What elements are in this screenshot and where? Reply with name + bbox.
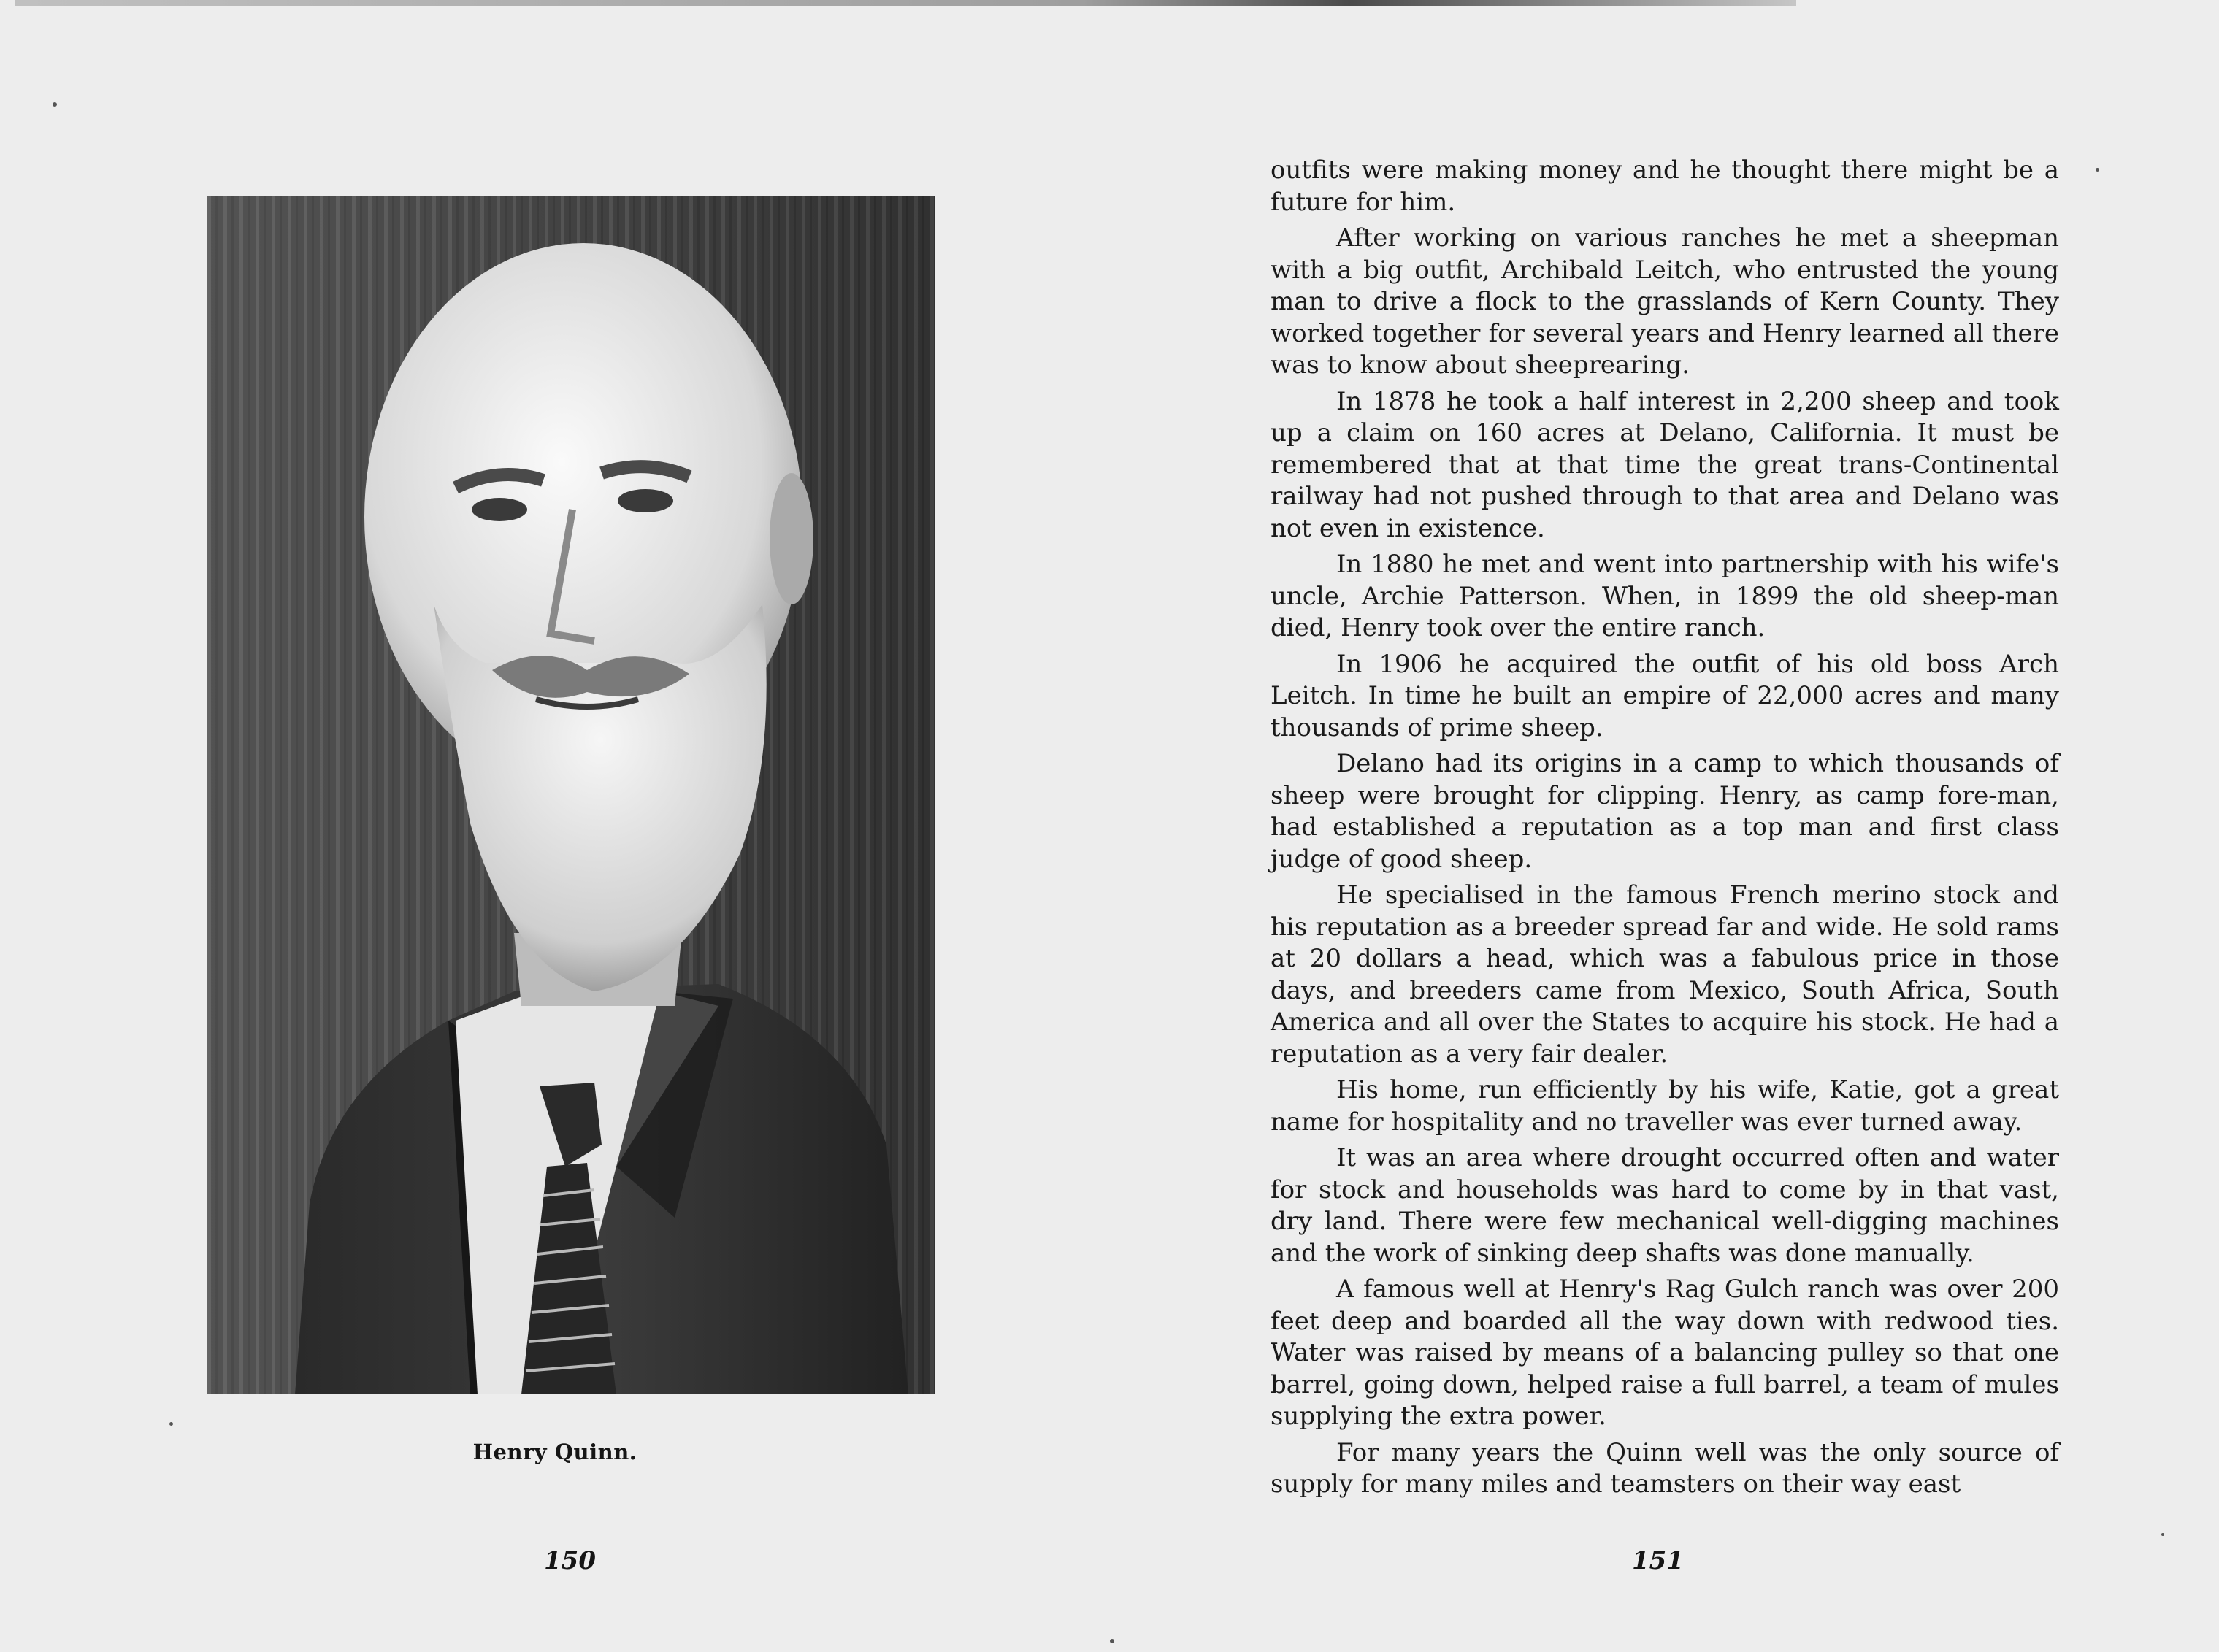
portrait-illustration — [207, 196, 935, 1394]
body-text — [1271, 155, 2059, 1505]
paragraph: For many years the Quinn well was the only source of supply for many miles and teamsters on their way east — [1271, 1437, 2059, 1499]
portrait-photo — [207, 196, 935, 1394]
paragraph: He specialised in the famous French merino stock and his reputation as a breeder spread far and wide. He sold rams at 20 dollars a head, which was a fabulous price in those days, and breeders came from Mexico, South Africa, South America and all over the States to acquire his stock. He had a reputation as a very fair dealer. — [1271, 880, 2059, 1069]
page-number-right: 151 — [1632, 1546, 1684, 1575]
paragraph: In 1906 he acquired the outfit of his old boss Arch Leitch. In time he built an empire of 22,000 acres and many thousands of prime sheep. — [1271, 649, 2059, 742]
paragraph: outfits were making money and he thought there might be a future for him. — [1271, 155, 2059, 217]
paragraph: A famous well at Henry's Rag Gulch ranch was over 200 feet deep and boarded all the way down with redwood ties. Water was raised by means of a balancing pulley so that one barrel, going down, helped raise a full barrel, a team of mules supplying the extra power. — [1271, 1275, 2059, 1431]
paragraph: Delano had its origins in a camp to which thousands of sheep were brought for clipping. Henry, as camp fore-man, had established a reputation as a top man and first class judge of good sheep. — [1271, 749, 2059, 874]
paragraph: His home, run efficiently by his wife, Katie, got a great name for hospitality and no traveller was ever turned away. — [1271, 1075, 2059, 1137]
page-number-left: 150 — [544, 1546, 596, 1575]
scan-top-edge — [15, 0, 1796, 6]
paragraph: In 1880 he met and went into partnership with his wife's uncle, Archie Patterson. When, in 1899 the old sheep-man died, Henry took over the entire ranch. — [1271, 550, 2059, 642]
paragraph: In 1878 he took a half interest in 2,200 sheep and took up a claim on 160 acres at Delano, California. It must be remembered that at that time the great trans-Continental railway had not pushed through to that area and Delano was not even in existence. — [1271, 386, 2059, 543]
photo-caption: Henry Quinn. — [472, 1440, 637, 1464]
paragraph: After working on various ranches he met a sheepman with a big outfit, Archibald Leitch, who entrusted the young man to drive a flock to the grasslands of Kern County. They worked together for several years and Henry learned all there was to know about sheeprearing. — [1271, 223, 2059, 380]
paragraph: It was an area where drought occurred often and water for stock and households was hard to come by in that vast, dry land. There were few mechanical well-digging machines and the work of sinking deep shafts was done manually. — [1271, 1143, 2059, 1268]
